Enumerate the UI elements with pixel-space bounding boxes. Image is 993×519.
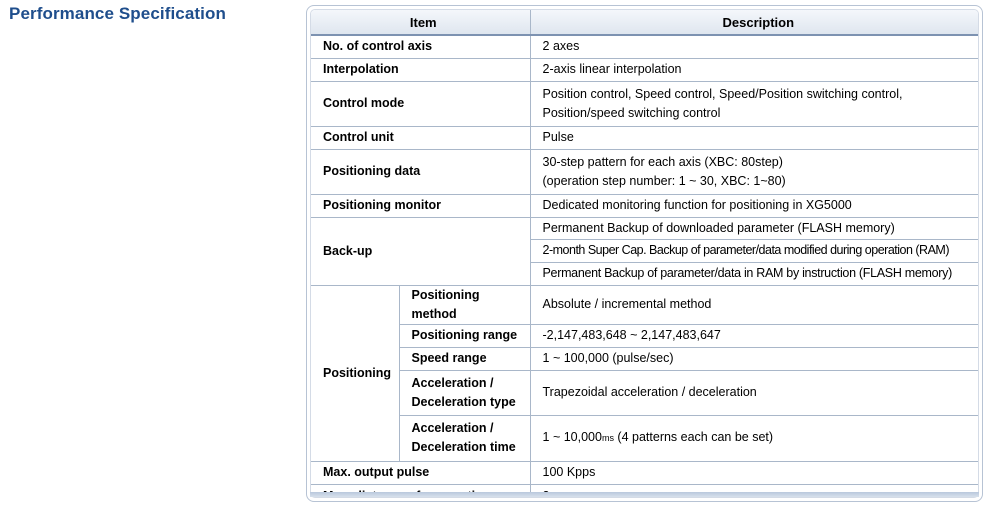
subitem-cell [399, 415, 530, 461]
table-row [311, 461, 979, 484]
table-row [311, 347, 979, 370]
desc-note: (4 patterns each can be set) [613, 430, 774, 444]
subitem-line: Acceleration / [411, 421, 494, 435]
desc-cell: 2 axes [530, 35, 979, 58]
desc-line: (operation step number: 1 ~ 30, XBC: 1~80) [542, 173, 786, 188]
header-description: Description [530, 10, 979, 35]
item-cell: Interpolation [311, 58, 530, 81]
desc-cell [530, 149, 979, 194]
item-cell: No. of control axis [311, 35, 530, 58]
table-row [311, 149, 979, 194]
item-cell: Max. output pulse [311, 461, 530, 484]
desc-cell [530, 415, 979, 461]
table-row [311, 415, 979, 461]
subitem-line: Acceleration / [411, 375, 494, 390]
desc-line: Position control, Speed control, Speed/Position switching control, [542, 86, 903, 101]
table-row [311, 58, 979, 81]
table-row [311, 285, 979, 324]
subitem-line: Deceleration type [411, 394, 516, 409]
subitem-cell: Speed range [399, 347, 530, 370]
desc-unit: ms [601, 433, 614, 443]
desc-cell: Pulse [530, 126, 979, 149]
spec-table-container [310, 9, 979, 498]
subitem-cell [399, 370, 530, 415]
subitem-cell: Positioning method [399, 285, 530, 324]
desc-cell: Permanent Backup of parameter/data in RAM by instruction (FLASH memory) [530, 262, 979, 285]
item-cell: Back-up [311, 217, 530, 285]
item-cell: Control mode [311, 81, 530, 126]
table-header-row [311, 10, 979, 35]
page-title: Performance Specification [9, 4, 226, 23]
item-cell: Positioning data [311, 149, 530, 194]
spec-table [311, 10, 979, 498]
desc-cell: 2-month Super Cap. Backup of parameter/data modified during operation (RAM) [530, 239, 979, 262]
desc-cell: Trapezoidal acceleration / deceleration [530, 370, 979, 415]
desc-cell: Dedicated monitoring function for positioning in XG5000 [530, 194, 979, 217]
item-cell: Positioning [311, 285, 399, 461]
desc-line: Position/speed switching control [542, 105, 721, 120]
table-row [311, 370, 979, 415]
desc-value: 1 ~ 10,000 [542, 430, 602, 444]
header-item: Item [311, 10, 530, 35]
subitem-cell: Positioning range [399, 324, 530, 347]
desc-cell: 1 ~ 100,000 (pulse/sec) [530, 347, 979, 370]
table-row [311, 126, 979, 149]
table-row [311, 35, 979, 58]
desc-cell: 100 Kpps [530, 461, 979, 484]
desc-cell: Permanent Backup of downloaded parameter (FLASH memory) [530, 217, 979, 239]
desc-cell [530, 81, 979, 126]
table-row [311, 81, 979, 126]
table-row [311, 217, 979, 239]
table-row [311, 194, 979, 217]
item-cell: Control unit [311, 126, 530, 149]
table-bottom-bar [310, 492, 979, 497]
subitem-line: Deceleration time [411, 440, 516, 454]
desc-line: 30-step pattern for each axis (XBC: 80step) [542, 154, 783, 169]
desc-cell: -2,147,483,648 ~ 2,147,483,647 [530, 324, 979, 347]
desc-cell: Absolute / incremental method [530, 285, 979, 324]
table-row [311, 324, 979, 347]
item-cell: Positioning monitor [311, 194, 530, 217]
desc-cell: 2-axis linear interpolation [530, 58, 979, 81]
